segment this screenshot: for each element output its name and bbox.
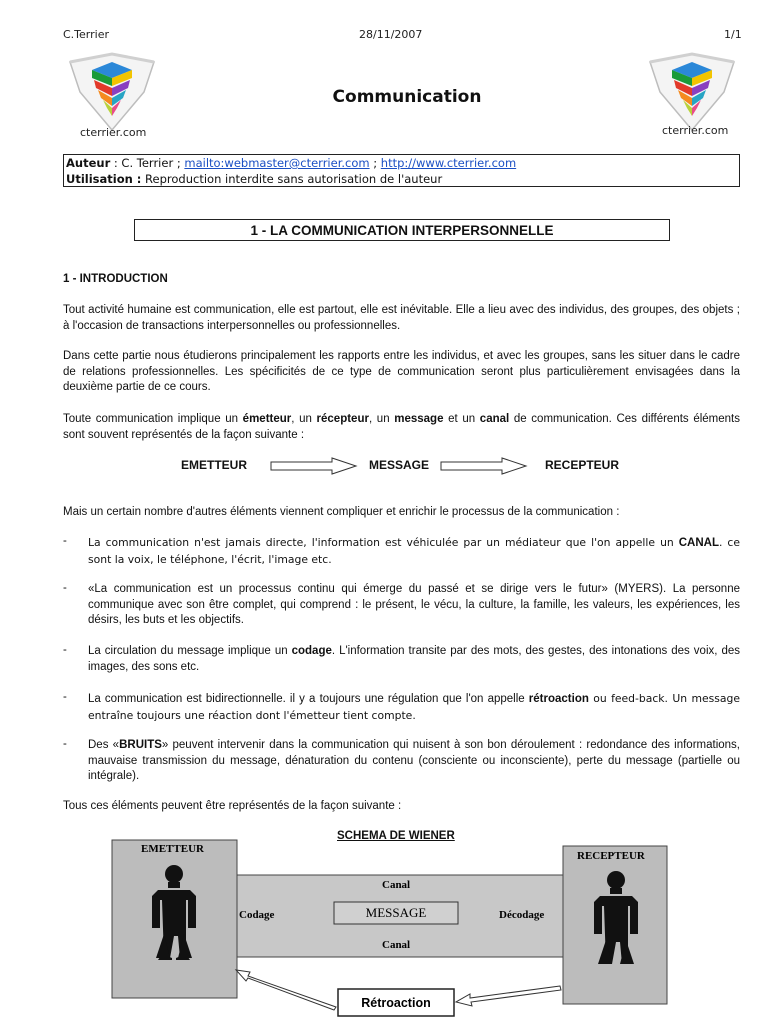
author-line [66, 155, 737, 171]
logo-text-right: cterrier.com [662, 124, 729, 137]
bullet-1: La communication n'est jamais directe, l'information est véhiculée par un médiateur que l'on appelle un CANAL. ce sont la voix, le téléphone, l'écrit, l'image etc. [88, 536, 740, 566]
intro-heading: 1 - INTRODUCTION [63, 273, 168, 285]
schema-codage: Codage [239, 909, 275, 921]
bullet-5: Des «BRUITS» peuvent intervenir dans la communication qui nuisent à son bon déroulement : redondance des informations, mauvaise transmission du message, dénaturation du contenu (consciente ou inconsciente), perte du message (partielle ou intégrale). [88, 739, 740, 782]
schema-canal-bottom: Canal [382, 939, 411, 951]
flow-arrow-2 [440, 457, 530, 475]
bullet-dash-5: - [63, 738, 67, 750]
website-link[interactable]: http://www.cterrier.com [380, 156, 517, 170]
header-page-number: 1/1 [724, 28, 742, 41]
usage-line [66, 171, 737, 187]
schema-retroaction: Rétroaction [361, 996, 431, 1010]
paragraph-5: Tous ces éléments peuvent être représentés de la façon suivante : [63, 800, 402, 812]
schema-recepteur-label: RECEPTEUR [577, 850, 645, 862]
email-link[interactable]: mailto:webmaster@cterrier.com [184, 156, 370, 170]
paragraph-3: Toute communication implique un émetteur, un récepteur, un message et un canal de communication. Ces différents éléments sont souvent représentés de la façon suivante : [63, 413, 740, 441]
flow-message: MESSAGE [369, 458, 430, 472]
logo-text-left: cterrier.com [80, 126, 147, 139]
schema-decodage: Décodage [499, 909, 545, 921]
bullet-dash-1: - [63, 535, 67, 547]
page-title: Communication [332, 87, 482, 107]
flow-recepteur: RECEPTEUR [545, 458, 620, 472]
flow-arrow-1 [270, 457, 360, 475]
header-author: C.Terrier [63, 28, 109, 41]
paragraph-4: Mais un certain nombre d'autres éléments viennent compliquer et enrichir le processus de la communication : [63, 506, 620, 518]
schema-emetteur-label: EMETTEUR [141, 843, 204, 855]
bullet-4: La communication est bidirectionnelle. il y a toujours une régulation que l'on appelle rétroaction ou feed-back. Un message entraîne toujours une réaction dont l'émetteur tient compte. [88, 692, 740, 722]
author-text: : C. Terrier ; [110, 156, 185, 170]
usage-text: Reproduction interdite sans autorisation de l'auteur [141, 172, 443, 186]
section-title: 1 - LA COMMUNICATION INTERPERSONNELLE [134, 219, 670, 241]
wiener-diagram [0, 836, 768, 1024]
header-date: 28/11/2007 [359, 28, 423, 41]
paragraph-1: Tout activité humaine est communication, elle est partout, elle est inévitable. Elle a lieu avec des individus, des groupes, des objets ; à l'occasion de transactions interpersonnelles ou professionnelles. [63, 304, 740, 332]
bullet-dash-3: - [63, 644, 67, 656]
author-separator: ; [369, 156, 381, 170]
bullet-dash-2: - [63, 582, 67, 594]
schema-message: MESSAGE [365, 905, 427, 920]
paragraph-2: Dans cette partie nous étudierons principalement les rapports entre les individus, et avec les groupes, sans les situer dans le cadre de relations professionnelles. Les spécificités de ce type de communication seront plus particulièrement envisagées dans la deuxième partie de ce cours. [63, 350, 740, 393]
bullet-2: «La communication est un processus continu qui émerge du passé et se dirige vers le futur» (MYERS). La personne communique avec son être complet, qui comprend : le présent, le vécu, la culture, la famille, les valeurs, les expériences, les désirs, les buts et les objectifs. [88, 583, 740, 626]
usage-label: Utilisation : [66, 172, 142, 186]
schema-title: SCHEMA DE WIENER [337, 830, 455, 842]
feedback-arrow-right [456, 986, 561, 1006]
author-info-box [63, 154, 740, 187]
schema-canal-top: Canal [382, 879, 411, 891]
feedback-arrow-left [236, 970, 336, 1010]
bullet-dash-4: - [63, 691, 67, 703]
author-label: Auteur [66, 156, 111, 170]
flow-emetteur: EMETTEUR [181, 458, 247, 472]
bullet-3: La circulation du message implique un codage. L'information transite par des mots, des gestes, des intonations des voix, des images, des sons etc. [88, 645, 740, 673]
